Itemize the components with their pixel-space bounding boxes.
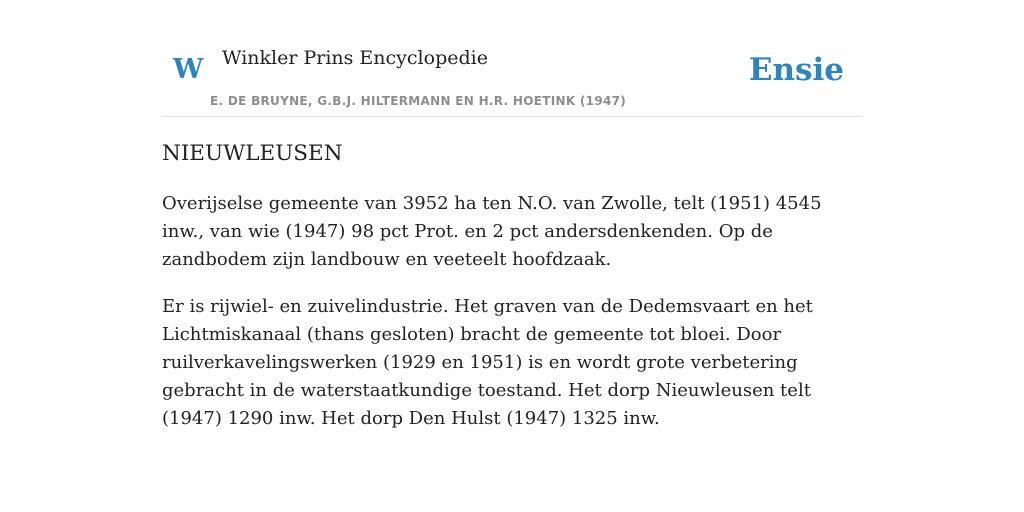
- source-title[interactable]: Winkler Prins Encyclopedie: [222, 47, 488, 69]
- source-authors: E. DE BRUYNE, G.B.J. HILTERMANN EN H.R. HOETINK (1947): [210, 94, 627, 108]
- encyclopedia-logo[interactable]: W: [173, 54, 203, 85]
- article: [162, 138, 864, 452]
- article-paragraph: Er is rijwiel- en zuivelindustrie. Het graven van de Dedemsvaart en het Lichtmiskanaal (thans gesloten) bracht de gemeente tot bloei. Door ruilverkavelingswerken (1929 en 1951) is en wordt grote verbetering gebracht in de waterstaatkundige toestand. Het dorp Nieuwleusen telt (1947) 1290 inw. Het dorp Den Hulst (1947) 1325 inw.: [162, 296, 813, 429]
- article-paragraph: Overijselse gemeente van 3952 ha ten N.O. van Zwolle, telt (1951) 4545 inw., van wie (1947) 98 pct Prot. en 2 pct andersdenkenden. Op de zandbodem zijn landbouw en veeteelt hoofdzaak.: [162, 193, 822, 270]
- ensie-logo-link[interactable]: Ensie: [748, 52, 844, 88]
- source-header: [162, 0, 862, 117]
- article-title: NIEUWLEUSEN: [162, 141, 343, 166]
